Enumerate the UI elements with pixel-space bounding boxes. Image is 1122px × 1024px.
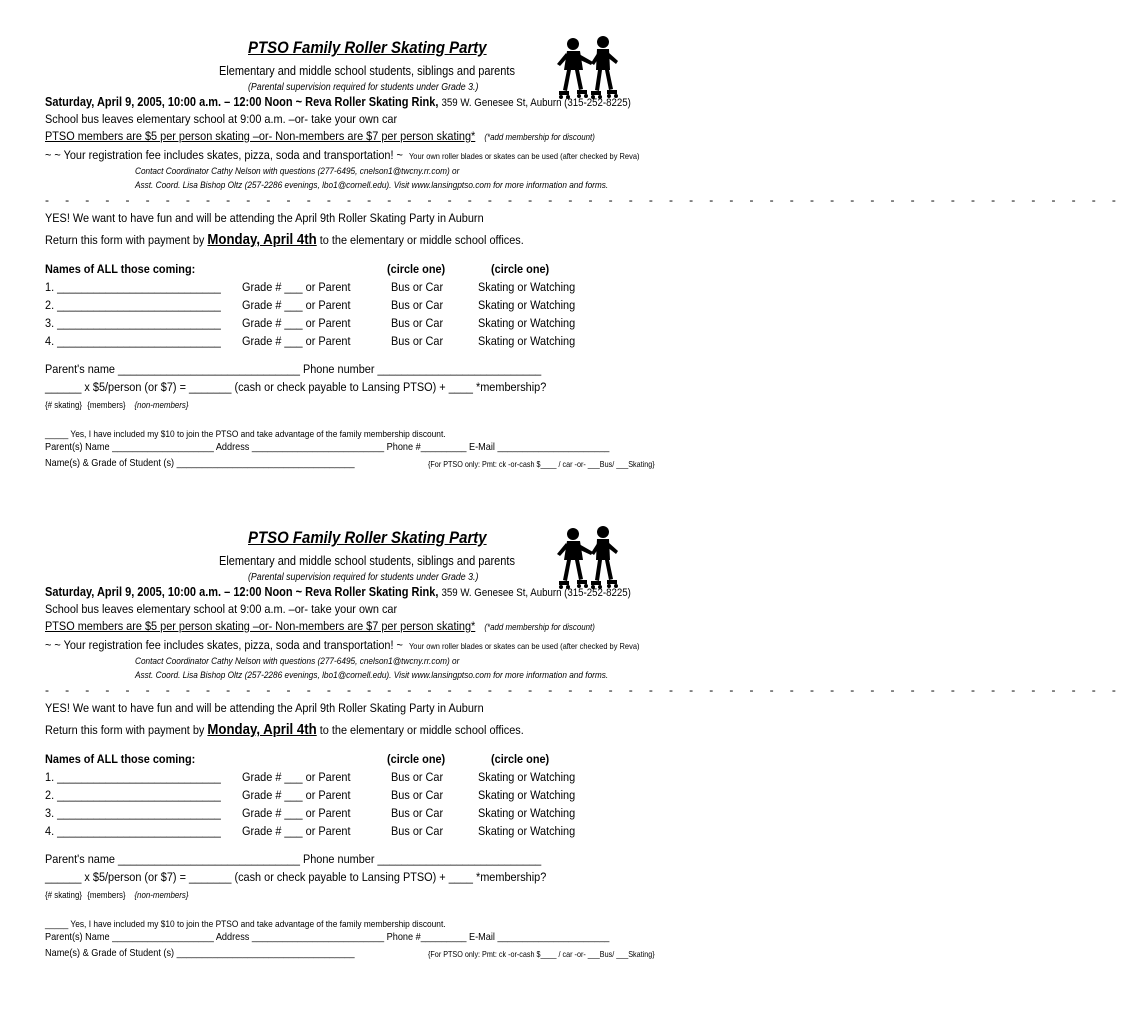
activity-choice[interactable]: Skating or Watching (478, 280, 576, 294)
return-suffix: to the elementary or middle school offices. (319, 233, 524, 247)
membership-join-field[interactable]: _____ Yes, I have included my $10 to join the PTSO and take advantage of the family membership discount. (45, 429, 446, 440)
attendee-name-field[interactable]: 2. ___________________________ (45, 788, 221, 802)
transport-choice[interactable]: Bus or Car (391, 788, 444, 802)
fee-note: Your own roller blades or skates can be used (after checked by Reva) (409, 641, 640, 651)
fee-text: ~ ~ Your registration fee includes skates, pizza, soda and transportation! ~ (45, 148, 403, 162)
contact-coordinator: Contact Coordinator Cathy Nelson with questions (277-6495, cnelson1@twcny.rr.com) or (135, 165, 460, 176)
payment-calculation-field[interactable]: ______ x $5/person (or $7) = _______ (cash or check payable to Lansing PTSO) + ____ *membership? (45, 380, 547, 394)
names-header: Names of ALL those coming: (45, 752, 196, 766)
bus-info: School bus leaves elementary school at 9:00 a.m. –or- take your own car (45, 112, 398, 126)
attendee-grade-field[interactable]: Grade # ___ or Parent (242, 770, 351, 784)
legend-skating: {# skating} (45, 400, 83, 410)
skating-kids-clipart (553, 34, 623, 104)
circle-one-transport-header: (circle one) (387, 262, 446, 276)
supervision-note: (Parental supervision required for students under Grade 3.) (248, 572, 479, 583)
fee-info (45, 638, 639, 654)
transport-choice[interactable]: Bus or Car (391, 298, 444, 312)
cut-line-separator: - - - - - - - - - - - - - - - - - - - - - - - - - - - - - - - - - - - - - - - - - - - - - - - - - - - - - - (45, 193, 1122, 207)
form-subtitle: Elementary and middle school students, siblings and parents (219, 554, 515, 568)
attendee-grade-field[interactable]: Grade # ___ or Parent (242, 806, 351, 820)
event-date-text: Saturday, April 9, 2005, 10:00 a.m. – 12:00 Noon ~ Reva Roller Skating Rink, (45, 585, 439, 599)
price-info (45, 619, 595, 635)
return-prefix: Return this form with payment by (45, 233, 205, 247)
transport-choice[interactable]: Bus or Car (391, 280, 444, 294)
registration-form-top (0, 0, 1122, 480)
parent-contact-field[interactable]: Parent(s) Name ____________________ Address __________________________ Phone #_________ E-Mail ______________________ (45, 442, 610, 453)
attendee-name-field[interactable]: 4. ___________________________ (45, 824, 221, 838)
circle-one-activity-header: (circle one) (491, 752, 550, 766)
activity-choice[interactable]: Skating or Watching (478, 298, 576, 312)
attendee-name-field[interactable]: 4. ___________________________ (45, 334, 221, 348)
price-note: (*add membership for discount) (484, 622, 595, 632)
attendee-name-field[interactable]: 1. ___________________________ (45, 770, 221, 784)
attendee-grade-field[interactable]: Grade # ___ or Parent (242, 316, 351, 330)
transport-choice[interactable]: Bus or Car (391, 824, 444, 838)
names-header: Names of ALL those coming: (45, 262, 196, 276)
event-date-text: Saturday, April 9, 2005, 10:00 a.m. – 12:00 Noon ~ Reva Roller Skating Rink, (45, 95, 439, 109)
event-date (45, 585, 631, 601)
return-deadline: Monday, April 4th (207, 231, 317, 248)
yes-attending-line: YES! We want to have fun and will be attending the April 9th Roller Skating Party in Auburn (45, 701, 484, 715)
activity-choice[interactable]: Skating or Watching (478, 770, 576, 784)
legend-nonmembers: {non-members} (134, 890, 189, 900)
registration-form-bottom (0, 490, 1122, 970)
payment-legend (45, 888, 189, 903)
activity-choice[interactable]: Skating or Watching (478, 788, 576, 802)
skating-kids-clipart (553, 524, 623, 594)
parent-name-phone-field[interactable]: Parent's name ______________________________ Phone number ___________________________ (45, 852, 542, 866)
attendee-grade-field[interactable]: Grade # ___ or Parent (242, 824, 351, 838)
return-instructions (45, 722, 524, 738)
attendee-grade-field[interactable]: Grade # ___ or Parent (242, 298, 351, 312)
form-title: PTSO Family Roller Skating Party (248, 38, 487, 57)
attendee-grade-field[interactable]: Grade # ___ or Parent (242, 334, 351, 348)
contact-assistant: Asst. Coord. Lisa Bishop Oltz (257-2286 evenings, lbo1@cornell.edu). Visit www.lansingptso.com for more information and forms. (135, 179, 609, 190)
payment-calculation-field[interactable]: ______ x $5/person (or $7) = _______ (cash or check payable to Lansing PTSO) + ____ *membership? (45, 870, 547, 884)
activity-choice[interactable]: Skating or Watching (478, 334, 576, 348)
fee-info (45, 148, 639, 164)
activity-choice[interactable]: Skating or Watching (478, 316, 576, 330)
legend-nonmembers: {non-members} (134, 400, 189, 410)
transport-choice[interactable]: Bus or Car (391, 770, 444, 784)
attendee-grade-field[interactable]: Grade # ___ or Parent (242, 280, 351, 294)
yes-attending-line: YES! We want to have fun and will be attending the April 9th Roller Skating Party in Auburn (45, 211, 484, 225)
price-text: PTSO members are $5 per person skating –or- Non-members are $7 per person skating* (45, 619, 476, 633)
attendee-name-field[interactable]: 1. ___________________________ (45, 280, 221, 294)
circle-one-activity-header: (circle one) (491, 262, 550, 276)
transport-choice[interactable]: Bus or Car (391, 316, 444, 330)
return-deadline: Monday, April 4th (207, 721, 317, 738)
legend-skating: {# skating} (45, 890, 83, 900)
attendee-name-field[interactable]: 3. ___________________________ (45, 806, 221, 820)
form-subtitle: Elementary and middle school students, siblings and parents (219, 64, 515, 78)
price-text: PTSO members are $5 per person skating –or- Non-members are $7 per person skating* (45, 129, 476, 143)
price-info (45, 129, 595, 145)
attendee-name-field[interactable]: 2. ___________________________ (45, 298, 221, 312)
attendee-grade-field[interactable]: Grade # ___ or Parent (242, 788, 351, 802)
parent-contact-field[interactable]: Parent(s) Name ____________________ Address __________________________ Phone #_________ E-Mail ______________________ (45, 932, 610, 943)
contact-assistant: Asst. Coord. Lisa Bishop Oltz (257-2286 evenings, lbo1@cornell.edu). Visit www.lansingptso.com for more information and forms. (135, 669, 609, 680)
supervision-note: (Parental supervision required for students under Grade 3.) (248, 82, 479, 93)
bus-info: School bus leaves elementary school at 9:00 a.m. –or- take your own car (45, 602, 398, 616)
fee-text: ~ ~ Your registration fee includes skates, pizza, soda and transportation! ~ (45, 638, 403, 652)
return-instructions (45, 232, 524, 248)
form-title: PTSO Family Roller Skating Party (248, 528, 487, 547)
event-date (45, 95, 631, 111)
ptso-office-use: {For PTSO only: Pmt: ck -or-cash $____ / car -or- ___Bus/ ___Skating} (428, 950, 655, 959)
event-address: 359 W. Genesee St, Auburn (315-252-8225) (441, 97, 631, 109)
contact-coordinator: Contact Coordinator Cathy Nelson with questions (277-6495, cnelson1@twcny.rr.com) or (135, 655, 460, 666)
activity-choice[interactable]: Skating or Watching (478, 806, 576, 820)
return-prefix: Return this form with payment by (45, 723, 205, 737)
transport-choice[interactable]: Bus or Car (391, 806, 444, 820)
student-name-grade-field[interactable]: Name(s) & Grade of Student (s) ___________________________________ (45, 458, 355, 469)
parent-name-phone-field[interactable]: Parent's name ______________________________ Phone number ___________________________ (45, 362, 542, 376)
legend-members: {members} (87, 890, 126, 900)
cut-line-separator: - - - - - - - - - - - - - - - - - - - - - - - - - - - - - - - - - - - - - - - - - - - - - - - - - - - - - - (45, 683, 1122, 697)
payment-legend (45, 398, 189, 413)
transport-choice[interactable]: Bus or Car (391, 334, 444, 348)
price-note: (*add membership for discount) (484, 132, 595, 142)
legend-members: {members} (87, 400, 126, 410)
ptso-office-use: {For PTSO only: Pmt: ck -or-cash $____ / car -or- ___Bus/ ___Skating} (428, 460, 655, 469)
attendee-name-field[interactable]: 3. ___________________________ (45, 316, 221, 330)
circle-one-transport-header: (circle one) (387, 752, 446, 766)
fee-note: Your own roller blades or skates can be used (after checked by Reva) (409, 151, 640, 161)
return-suffix: to the elementary or middle school offices. (319, 723, 524, 737)
activity-choice[interactable]: Skating or Watching (478, 824, 576, 838)
membership-join-field[interactable]: _____ Yes, I have included my $10 to join the PTSO and take advantage of the family membership discount. (45, 919, 446, 930)
event-address: 359 W. Genesee St, Auburn (315-252-8225) (441, 587, 631, 599)
student-name-grade-field[interactable]: Name(s) & Grade of Student (s) ___________________________________ (45, 948, 355, 959)
